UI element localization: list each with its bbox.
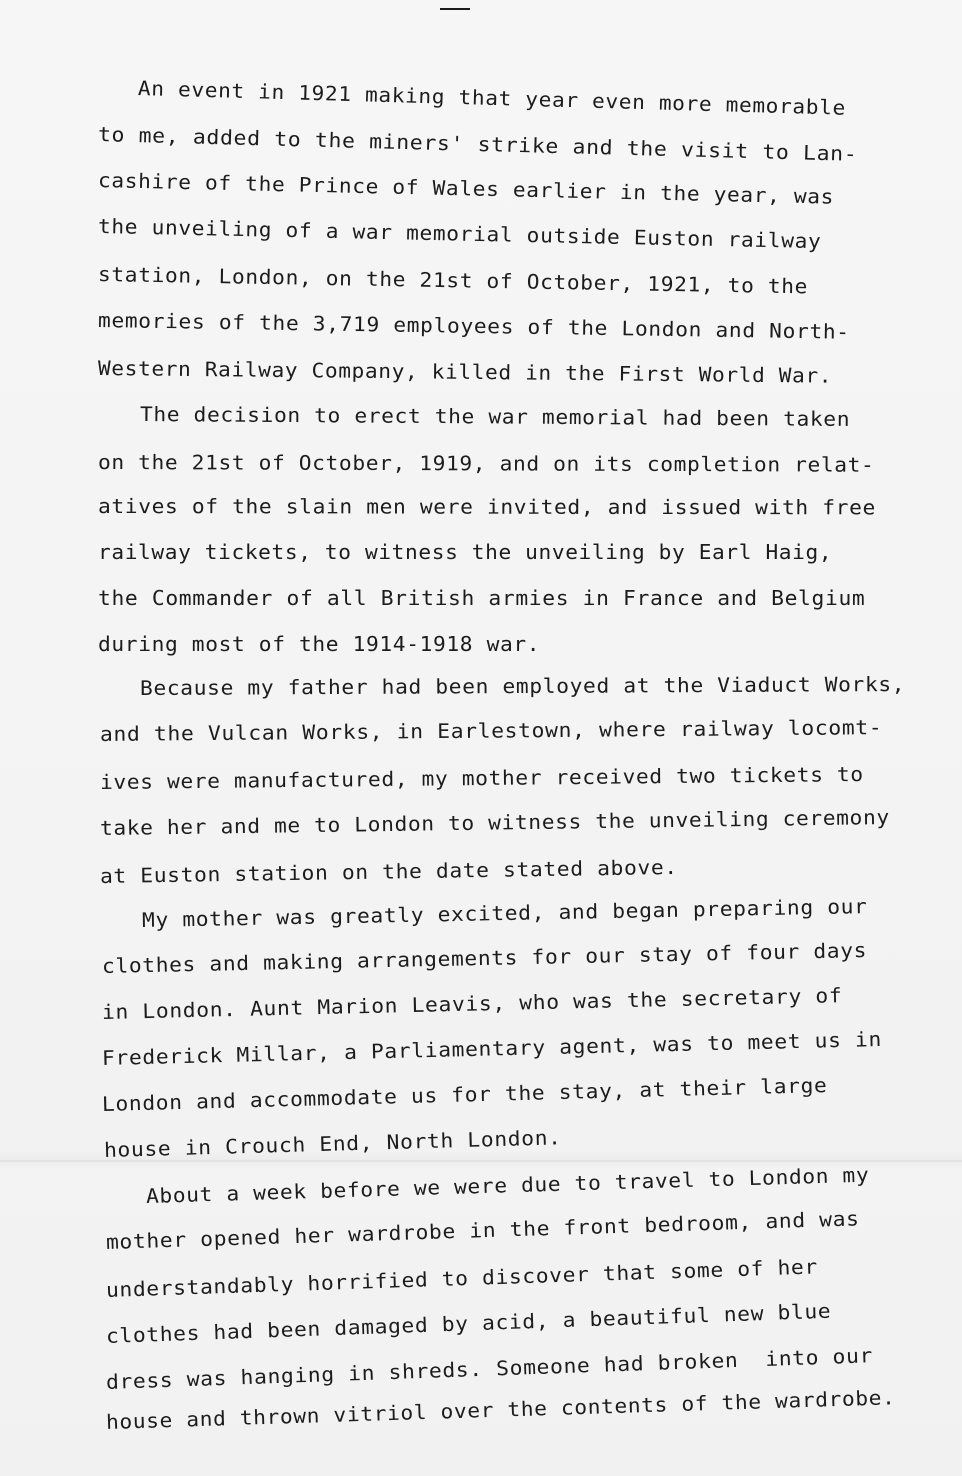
- text-line: at Euston station on the date stated above.: [99, 854, 678, 888]
- text-line: mother opened her wardrobe in the front bedroom, and was: [105, 1206, 860, 1254]
- text-line: house in Crouch End, North London.: [103, 1125, 562, 1162]
- text-line: the Commander of all British armies in France and Belgium: [98, 586, 866, 610]
- text-line: railway tickets, to witness the unveiling by Earl Haig,: [98, 540, 833, 564]
- text-line: atives of the slain men were invited, and issued with free: [97, 494, 876, 520]
- text-line: understandably horrified to discover that some of her: [105, 1254, 819, 1302]
- text-line: cashire of the Prince of Wales earlier in the year, was: [97, 168, 835, 209]
- text-line: during most of the 1914-1918 war.: [98, 632, 541, 656]
- text-line: clothes had been damaged by acid, a beautiful new blue: [105, 1298, 832, 1348]
- text-line: clothes and making arrangements for our stay of four days: [101, 937, 868, 978]
- text-line: the unveiling of a war memorial outside Euston railway: [97, 214, 822, 254]
- text-line: to me, added to the miners' strike and the visit to Lan-: [97, 122, 858, 166]
- text-line: An event in 1921 making that year even more memorable: [137, 76, 847, 120]
- text-line: London and accommodate us for the stay, at their large: [101, 1073, 828, 1116]
- text-line: The decision to erect the war memorial had been taken: [139, 402, 851, 431]
- text-line: on the 21st of October, 1919, and on its completion relat-: [97, 450, 875, 477]
- text-line: ives were manufactured, my mother received two tickets to: [99, 762, 864, 794]
- text-line: memories of the 3,719 employees of the London and North-: [97, 308, 850, 344]
- text-line: and the Vulcan Works, in Earlestown, where railway locomt-: [99, 715, 883, 746]
- text-line: station, London, on the 21st of October, 1921, to the: [97, 262, 809, 299]
- text-line: Frederick Millar, a Parliamentary agent, was to meet us in: [101, 1026, 883, 1070]
- text-line: Because my father had been employed at the Viaduct Works,: [139, 671, 906, 700]
- text-line: About a week before we were due to travel to London my: [145, 1162, 870, 1208]
- text-line: dress was hanging in shreds. Someone had broken into our: [105, 1343, 874, 1394]
- text-line: in London. Aunt Marion Leavis, who was the secretary of: [101, 983, 843, 1024]
- text-line: My mother was greatly excited, and began preparing our: [141, 894, 868, 932]
- page-top-mark: [440, 8, 470, 10]
- text-line: house and thrown vitriol over the contents of the wardrobe.: [105, 1385, 896, 1434]
- text-line: take her and me to London to witness the unveiling ceremony: [99, 804, 890, 840]
- text-line: Western Railway Company, killed in the First World War.: [97, 356, 833, 388]
